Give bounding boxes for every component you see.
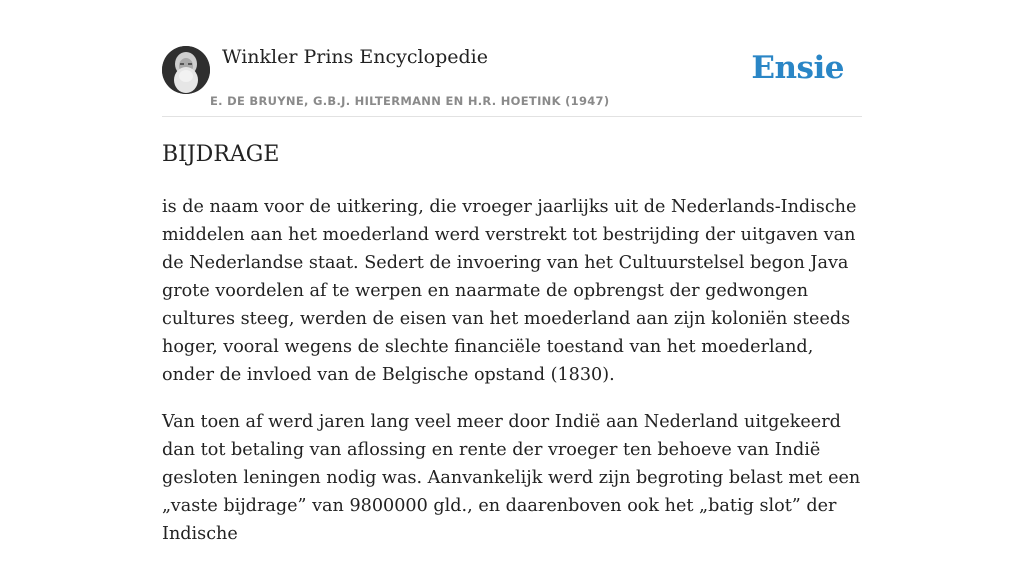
article <box>162 138 862 567</box>
ensie-logo-link[interactable]: Ensie <box>751 50 844 86</box>
publication-authors: E. DE BRUYNE, G.B.J. HILTERMANN EN H.R. HOETINK (1947) <box>210 94 610 108</box>
avatar <box>162 46 210 94</box>
publication-title[interactable]: Winkler Prins Encyclopedie <box>222 46 488 68</box>
header <box>162 0 862 117</box>
article-paragraph: is de naam voor de uitkering, die vroeger jaarlijks uit de Nederlands-Indische middelen aan het moederland werd verstrekt tot bestrijding der uitgaven van de Nederlandse staat. Sedert de invoering van het Cultuurstelsel begon Java grote voordelen af te werpen en naarmate de opbrengst der gedwongen cultures steeg, werden de eisen van het moederland aan zijn koloniën steeds hoger, vooral wegens de slechte financiële toestand van het moederland, onder de invloed van de Belgische opstand (1830). <box>162 197 857 385</box>
article-paragraph: Van toen af werd jaren lang veel meer door Indië aan Nederland uitgekeerd dan tot betaling van aflossing en rente der vroeger ten behoeve van Indië gesloten leningen nodig was. Aanvankelijk werd zijn begroting belast met een „vaste bijdrage” van 9800000 gld., en daarenboven ook het „batig slot” der Indische <box>162 412 861 544</box>
portrait-image <box>162 46 210 94</box>
article-title: BIJDRAGE <box>162 142 280 167</box>
